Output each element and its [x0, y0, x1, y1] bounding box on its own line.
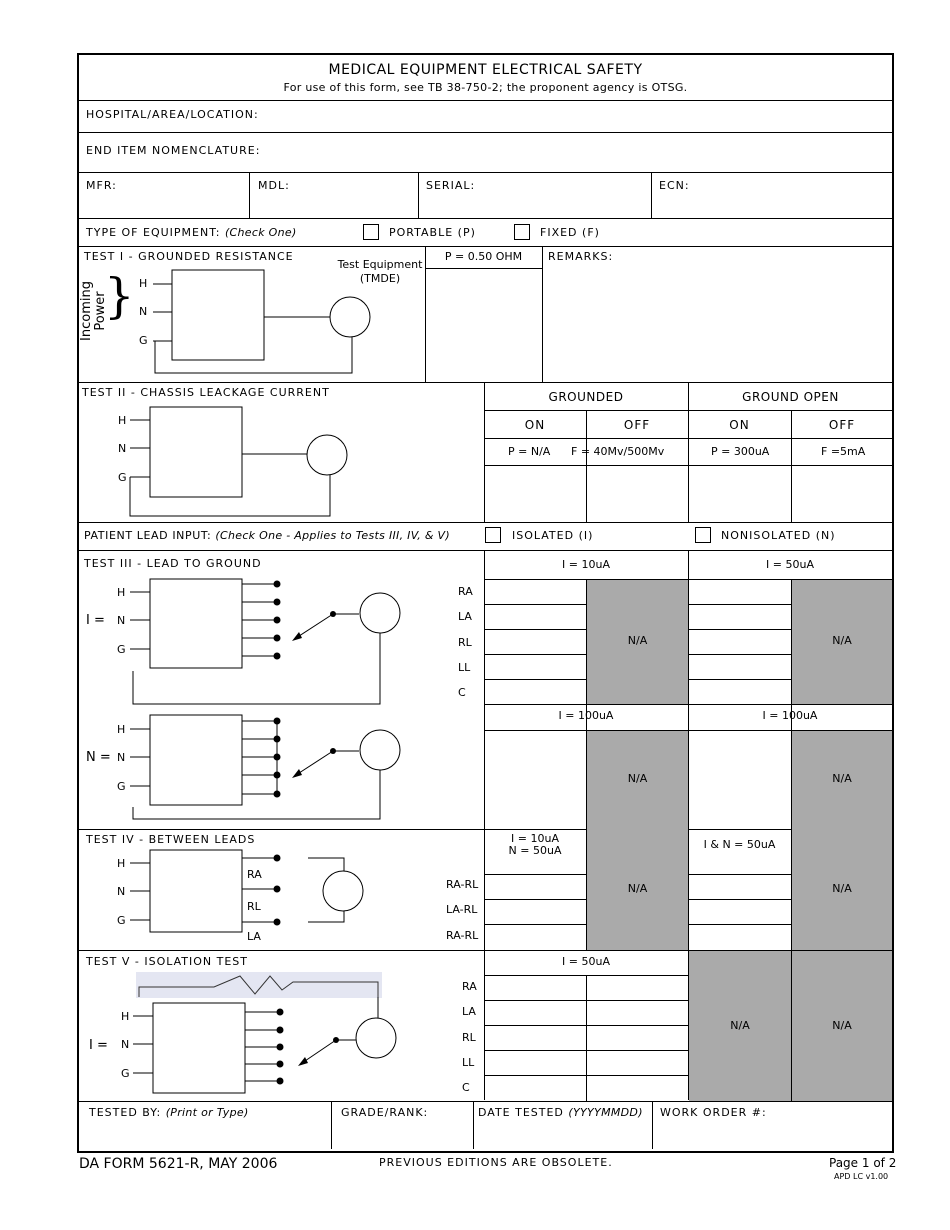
test4-in50-header: I & N = 50uA	[703, 838, 776, 851]
test5-i-label: I =	[89, 1038, 108, 1053]
t5-lead-la: LA	[462, 1005, 476, 1018]
patient-lead-label: PATIENT LEAD INPUT: (Check One - Applies to Tests III, IV, & V)	[84, 529, 450, 542]
grade-field[interactable]: GRADE/RANK:	[341, 1106, 429, 1119]
wire-label-n: N	[117, 751, 126, 764]
remarks-field[interactable]: REMARKS:	[548, 250, 614, 263]
wire-label-g: G	[117, 643, 126, 656]
wire-label-h: H	[117, 857, 126, 870]
tested-by-field[interactable]: TESTED BY: (Print or Type)	[89, 1106, 249, 1119]
diag-lead-ra: RA	[247, 868, 262, 881]
test3-n-label: N =	[86, 750, 111, 765]
ground-open-header: GROUND OPEN	[742, 390, 839, 404]
mdl-field[interactable]: MDL:	[258, 179, 290, 192]
test3-i50-header: I = 50uA	[766, 558, 814, 571]
t5-lead-ra: RA	[462, 980, 477, 993]
ecn-field[interactable]: ECN:	[659, 179, 690, 192]
test4-row-label: RA-RL	[446, 878, 479, 891]
test4-na: N/A	[832, 882, 852, 895]
wire-label-g: G	[139, 334, 148, 347]
lead-la: LA	[458, 610, 472, 623]
limit-f-5: F =5mA	[821, 445, 866, 458]
t5-lead-ll: LL	[462, 1056, 475, 1069]
t5-lead-rl: RL	[462, 1031, 476, 1044]
wire-label-n: N	[118, 442, 127, 455]
limit-p-300: P = 300uA	[711, 445, 770, 458]
equipment-type-label: TYPE OF EQUIPMENT: (Check One)	[86, 226, 297, 239]
wire-label-n: N	[117, 885, 126, 898]
fixed-label: FIXED (F)	[540, 226, 600, 239]
test3-na: N/A	[627, 772, 648, 785]
grounded-header: GROUNDED	[548, 390, 624, 404]
limit-f-40: F = 40Mv/500Mv	[571, 445, 665, 458]
wire-label-n: N	[117, 614, 126, 627]
test5-title: TEST V - ISOLATION TEST	[86, 955, 249, 968]
isolated-label: ISOLATED (I)	[512, 529, 594, 542]
wire-label-g: G	[117, 914, 126, 927]
grounded-on: ON	[524, 418, 546, 432]
test1-title: TEST I - GROUNDED RESISTANCE	[84, 250, 294, 263]
obsolete-notice: PREVIOUS EDITIONS ARE OBSOLETE.	[379, 1156, 613, 1169]
test1-p-value: P = 0.50 OHM	[444, 250, 523, 263]
serial-field[interactable]: SERIAL:	[426, 179, 476, 192]
lead-ra: RA	[458, 585, 473, 598]
test3-na: N/A	[832, 772, 852, 785]
form-id: DA FORM 5621-R, MAY 2006	[79, 1156, 278, 1172]
wire-label-h: H	[117, 586, 126, 599]
form-title: MEDICAL EQUIPMENT ELECTRICAL SAFETY	[328, 62, 643, 78]
limit-p-na: P = N/A	[508, 445, 551, 458]
portable-label: PORTABLE (P)	[389, 226, 476, 239]
lead-ll: LL	[458, 661, 471, 674]
wire-label-n: N	[121, 1038, 130, 1051]
work-order-field[interactable]: WORK ORDER #:	[660, 1106, 767, 1119]
incoming-power-label: Incoming Power	[78, 281, 108, 341]
grounded-off: OFF	[623, 418, 651, 432]
mfr-field[interactable]: MFR:	[86, 179, 117, 192]
date-field[interactable]: DATE TESTED (YYYYMMDD)	[478, 1106, 643, 1119]
t5-lead-c: C	[462, 1081, 470, 1094]
tmde-label: Test Equipment (TMDE)	[337, 258, 423, 285]
test5-i50-header: I = 50uA	[562, 955, 610, 968]
nonisolated-label: NONISOLATED (N)	[721, 529, 836, 542]
open-on: ON	[729, 418, 750, 432]
form-subtitle: For use of this form, see TB 38-750-2; the proponent agency is OTSG.	[283, 81, 688, 94]
open-off: OFF	[828, 418, 856, 432]
nomenclature-field[interactable]: END ITEM NOMENCLATURE:	[86, 144, 261, 157]
test3-i-label: I =	[86, 613, 105, 628]
test5-na: N/A	[832, 1019, 852, 1032]
hospital-field[interactable]: HOSPITAL/AREA/LOCATION:	[86, 108, 259, 121]
wire-label-g: G	[118, 471, 127, 484]
wire-label-h: H	[139, 277, 148, 290]
lead-rl: RL	[458, 636, 472, 649]
test3-title: TEST III - LEAD TO GROUND	[84, 557, 262, 570]
wire-label-h: H	[118, 414, 127, 427]
test4-row-label: RA-RL	[446, 929, 479, 942]
page-number: Page 1 of 2	[829, 1156, 897, 1170]
version: APD LC v1.00	[834, 1172, 889, 1181]
diag-lead-la: LA	[247, 930, 261, 943]
test3-i100-header: I = 100uA	[558, 709, 614, 722]
test3-i10-header: I = 10uA	[562, 558, 610, 571]
test4-title: TEST IV - BETWEEN LEADS	[86, 833, 256, 846]
wire-label-g: G	[121, 1067, 130, 1080]
wire-label-h: H	[117, 723, 126, 736]
test4-na: N/A	[627, 882, 648, 895]
wire-label-h: H	[121, 1010, 130, 1023]
test3-i100-header: I = 100uA	[762, 709, 818, 722]
wire-label-g: G	[117, 780, 126, 793]
test2-title: TEST II - CHASSIS LEACKAGE CURRENT	[82, 386, 330, 399]
test5-na: N/A	[730, 1019, 750, 1032]
test4-row-label: LA-RL	[446, 903, 478, 916]
wire-label-n: N	[139, 305, 148, 318]
test3-na: N/A	[832, 634, 852, 647]
diag-lead-rl: RL	[247, 900, 261, 913]
test4-i10-header: I = 10uA N = 50uA	[508, 832, 562, 857]
lead-c: C	[458, 686, 466, 699]
brace-icon: }	[104, 268, 135, 324]
test3-na: N/A	[627, 634, 648, 647]
